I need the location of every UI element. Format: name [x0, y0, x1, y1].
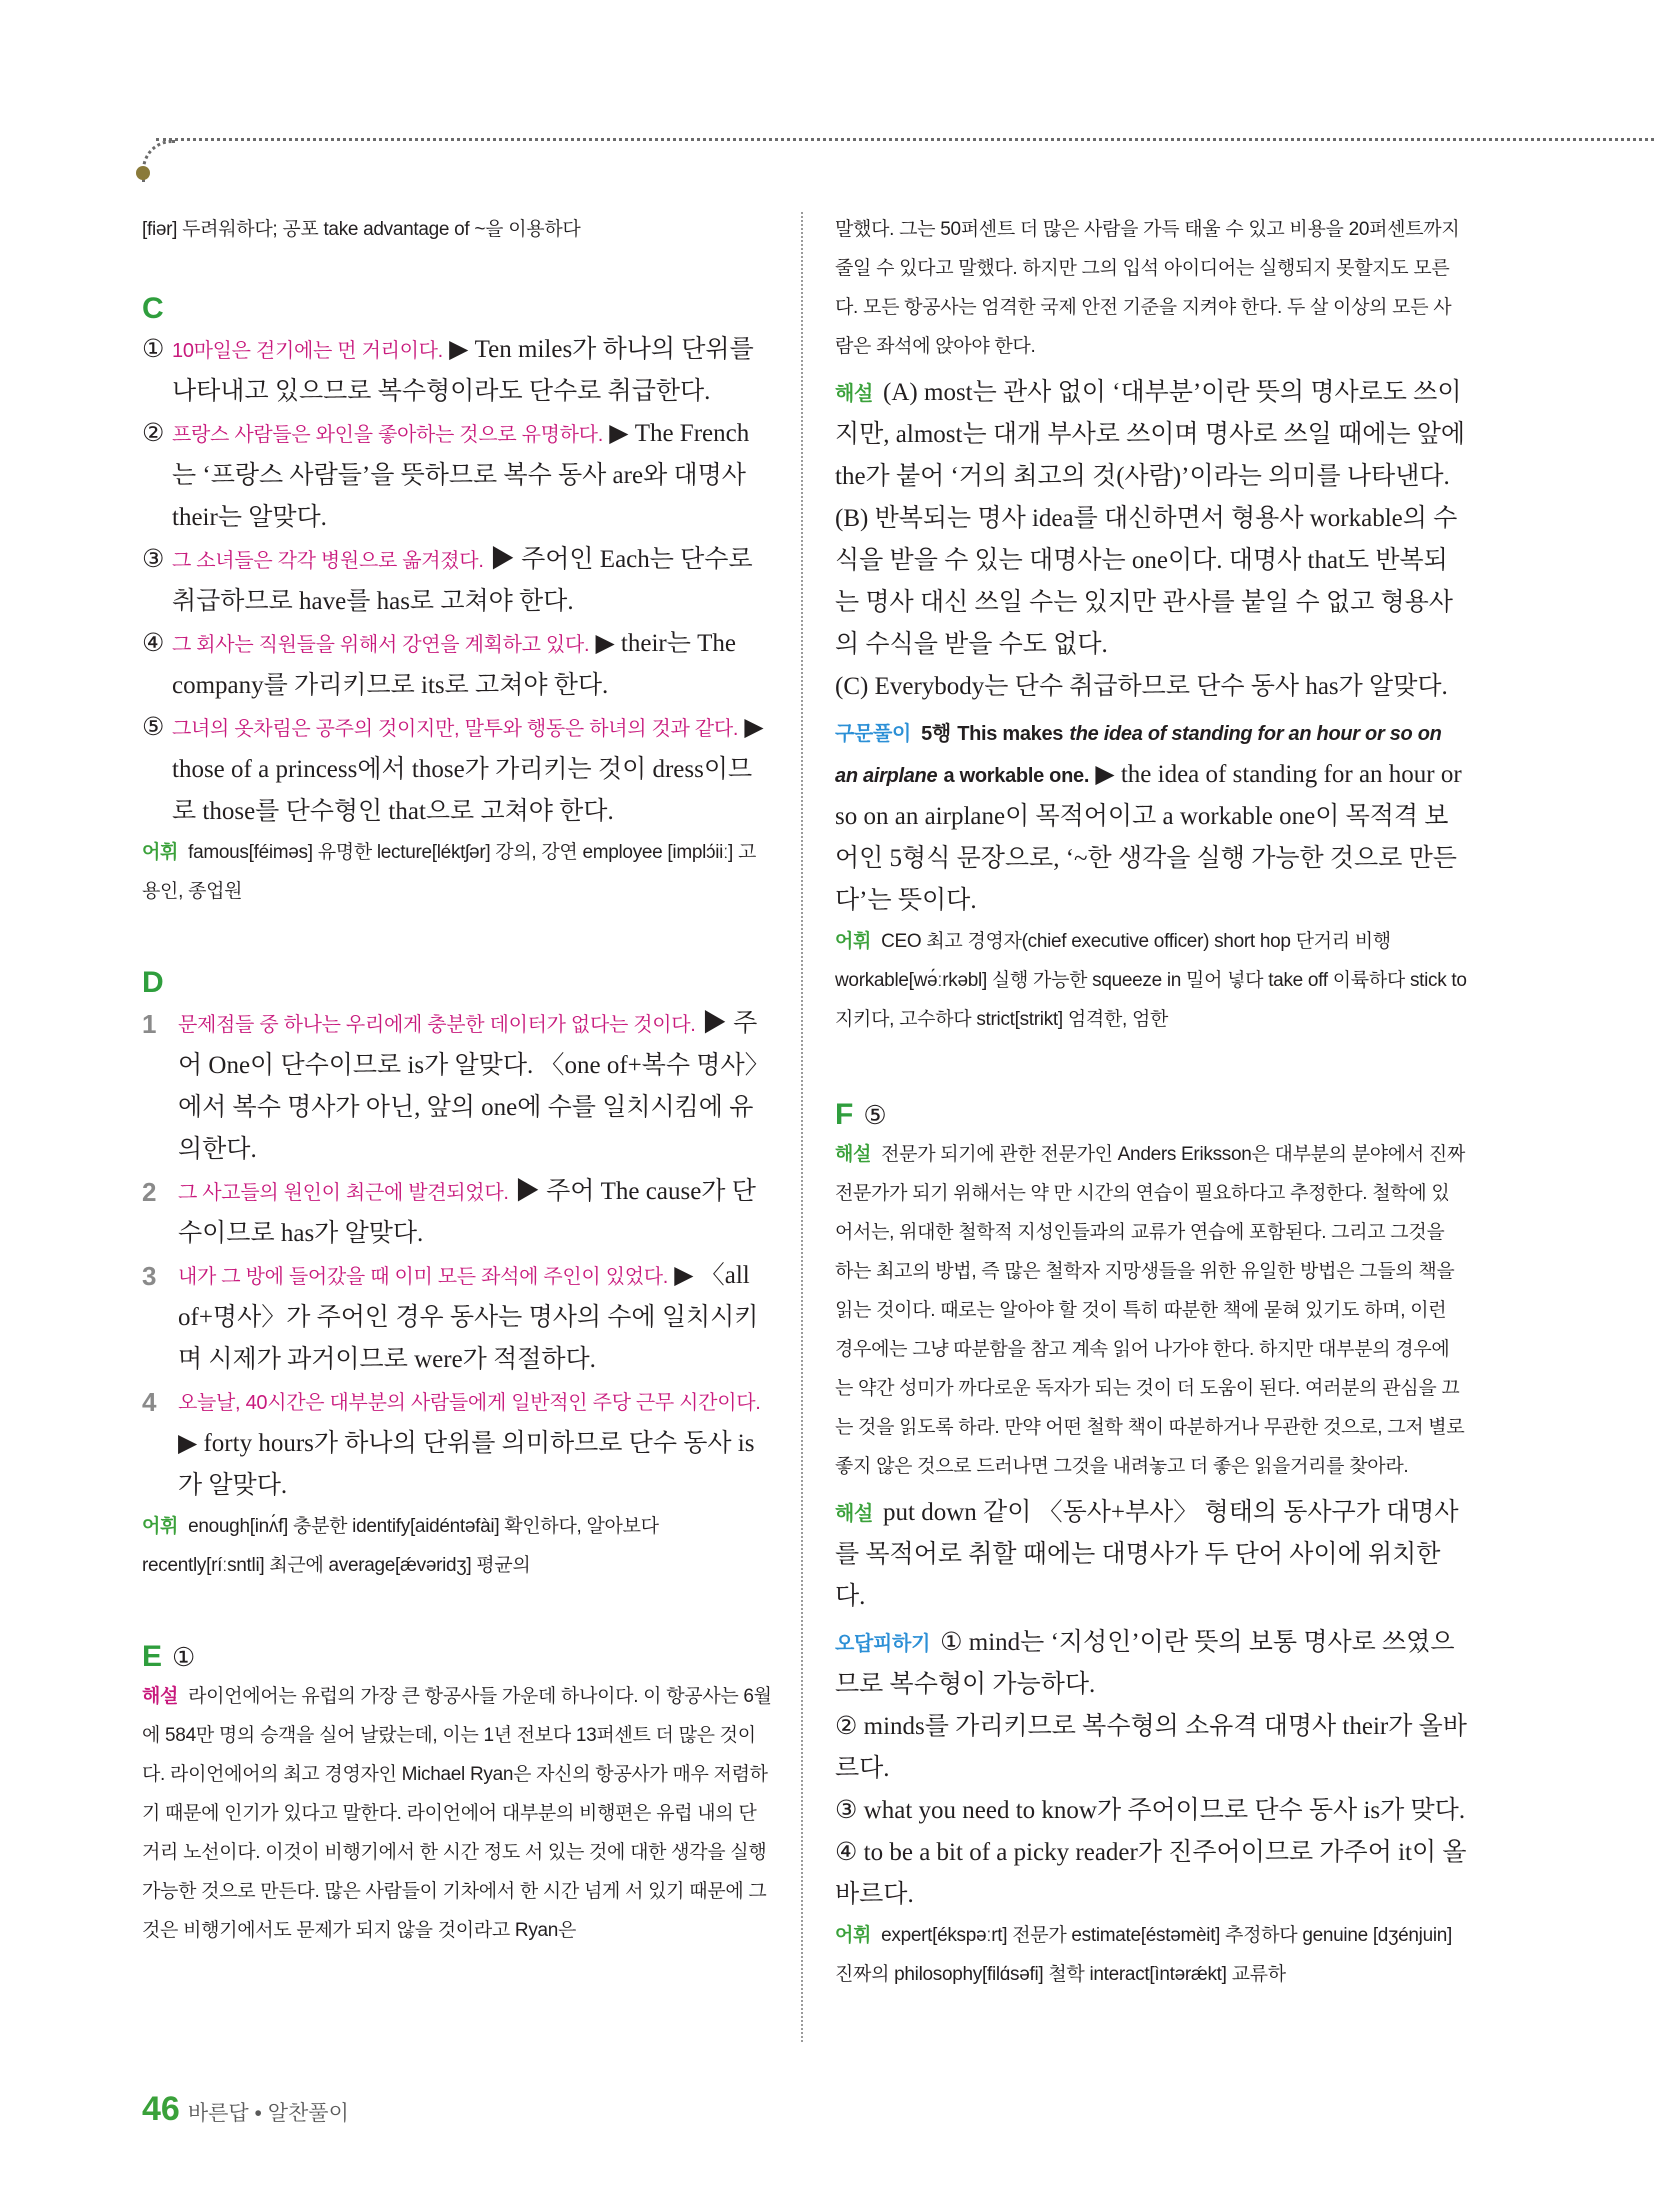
e-translation-left: 해설 라이언에어는 유럽의 가장 큰 항공사들 가운데 하나이다. 이 항공사는 6월에 584만 명의 승객을 실어 날랐는데, 이는 1년 전보다 13퍼센트 더 많은 것이다. 라이언에어의 최고 경영자인 Michael Ryan은 자신의 항공사가 매우 저렴하기 때문에 인기가 있다고 말한다. 라이언에어 대부분의 비행편은 유럽 내의 단거리 노선이다. 이것이 비행기에서 한 시간 정도 서 있는 것에 대한 생각을 실행 가능한 것으로 만든다. 많은 사람들이 기차에서 한 시간 넘게 서 있기 때문에 그것은 비행기에서도 문제가 되지 않을 것이라고 Ryan은: [142, 1686, 772, 1941]
column-divider: [801, 212, 803, 2042]
section-d-heading: D: [142, 966, 164, 999]
top-vocab-line: [fiər] 두려워하다; 공포 take advantage of ~을 이용하다: [142, 219, 581, 240]
e-explanation-a: 해설 (A) most는 관사 없이 ‘대부분’이란 뜻의 명사로도 쓰이지만, almost는 대개 부사로 쓰이며 명사로 쓰일 때에는 앞에 the가 붙어 ‘거의 최고의 것(사람)’이라는 의미를 나타낸다.: [835, 379, 1466, 490]
f-explanation: 해설 put down 같이 〈동사+부사〉 형태의 동사구가 대명사를 목적어로 취할 때에는 대명사가 두 단어 사이에 위치한다.: [835, 1499, 1459, 1610]
section-c-heading: C: [142, 292, 164, 325]
page-number: 46: [142, 2090, 180, 2128]
section-f-heading: F ⑤: [835, 1098, 887, 1131]
f-odap-2: ② minds를 가리키므로 복수형의 소유격 대명사 their가 올바르다.: [835, 1713, 1467, 1782]
e-explanation-b: (B) 반복되는 명사 idea를 대신하면서 형용사 workable의 수식을 받을 수 있는 대명사는 one이다. 대명사 that도 반복되는 명사 대신 쓰일 수는 있지만 관사를 붙일 수 없고 형용사의 수식을 받을 수도 없다.: [835, 505, 1458, 658]
footer-title: 바른답 • 알찬풀이: [187, 2102, 349, 2125]
left-column: [142, 210, 772, 1950]
c-item-3: ③ 그 소녀들은 각각 병원으로 옮겨졌다. ▶ 주어인 Each는 단수로 취급하므로 have를 has로 고쳐야 한다.: [142, 546, 753, 615]
f-translation: 해설 전문가 되기에 관한 전문가인 Anders Eriksson은 대부분의 분야에서 진짜 전문가가 되기 위해서는 약 만 시간의 연습이 필요하다고 추정한다. 철학에 있어서는, 위대한 철학적 지성인들과의 교류가 연습에 포함된다. 그리고 그것을 하는 최고의 방법, 즉 많은 철학자 지망생들을 위한 유일한 방법은 그들의 책을 읽는 것이다. 때로는 알아야 할 것이 특히 따분한 책에 묻혀 있기도 하며, 이런 경우에는 그냥 따분함을 참고 계속 읽어 나가야 한다. 하지만 대부분의 경우에는 약간 성미가 까다로운 독자가 되는 것이 더 도움이 된다. 여러분의 관심을 끄는 것을 읽도록 하라. 만약 어떤 철학 책이 따분하거나 무관한 것으로, 그저 별로 좋지 않은 것으로 드러나면 그것을 내려놓고 더 좋은 읽을거리를 찾아라.: [835, 1144, 1466, 1477]
d-item-1: 1 문제점들 중 하나는 우리에게 충분한 데이터가 없다는 것이다. ▶ 주어 One이 단수이므로 is가 알맞다. 〈one of+복수 명사〉에서 복수 명사가 아닌, 앞의 one에 수를 일치시킴에 유의한다.: [142, 1009, 770, 1163]
c-item-1: ① 10마일은 걷기에는 먼 거리이다. ▶ Ten miles가 하나의 단위를 나타내고 있으므로 복수형이라도 단수로 취급한다.: [142, 336, 754, 405]
c-item-4: ④ 그 회사는 직원들을 위해서 강연을 계획하고 있다. ▶ their는 The company를 가리키므로 its로 고쳐야 한다.: [142, 630, 737, 699]
d-item-4: 4 오늘날, 40시간은 대부분의 사람들에게 일반적인 주당 근무 시간이다. ▶ forty hours가 하나의 단위를 의미하므로 단수 동사 is가 알맞다.: [142, 1387, 761, 1499]
c-item-5: ⑤ 그녀의 옷차림은 공주의 것이지만, 말투와 행동은 하녀의 것과 같다. ▶ those of a princess에서 those가 가리키는 것이 dress이므로 those를 단수형인 that으로 고쳐야 한다.: [142, 714, 764, 825]
c-item-2: ② 프랑스 사람들은 와인을 좋아하는 것으로 유명하다. ▶ The French는 ‘프랑스 사람들’을 뜻하므로 복수 동사 are와 대명사 their는 알맞다.: [142, 420, 750, 531]
e-answer: ①: [172, 1642, 196, 1672]
f-answer: ⑤: [863, 1100, 887, 1130]
d-item-3: 3 내가 그 방에 들어갔을 때 이미 모든 좌석에 주인이 있었다. ▶ 〈all of+명사〉가 주어인 경우 동사는 명사의 수에 일치시키며 시제가 과거이므로 were가 적절하다.: [142, 1261, 759, 1373]
e-translation-right: 말했다. 그는 50퍼센트 더 많은 사람을 가득 태울 수 있고 비용을 20퍼센트까지 줄일 수 있다고 말했다. 하지만 그의 입석 아이디어는 실행되지 못할지도 모른다. 모든 항공사는 엄격한 국제 안전 기준을 지켜야 한다. 두 살 이상의 모든 사람은 좌석에 앉아야 한다.: [835, 219, 1460, 357]
d-item-2: 2 그 사고들의 원인이 최근에 발견되었다. ▶ 주어 The cause가 단수이므로 has가 알맞다.: [142, 1177, 756, 1247]
d-vocab: 어휘 enough[inʌ́f] 충분한 identify[aidéntəfài] 확인하다, 알아보다 recently[ríːsntli] 최근에 average[ǽvəridʒ] 평균의: [142, 1516, 659, 1576]
f-odap-1: 오답피하기 ① mind는 ‘지성인’이란 뜻의 보통 명사로 쓰였으므로 복수형이 가능하다.: [835, 1629, 1455, 1698]
right-column: [835, 210, 1467, 1994]
page-footer: [142, 2090, 349, 2129]
e-vocab: 어휘 CEO 최고 경영자(chief executive officer) short hop 단거리 비행 workable[wə́ːrkəbl] 실행 가능한 squeeze in 밀어 넣다 take off 이륙하다 stick to 지키다, 고수하다 strict[strikt] 엄격한, 엄한: [835, 931, 1467, 1030]
header-dot: [136, 166, 150, 180]
e-explanation-c: (C) Everybody는 단수 취급하므로 단수 동사 has가 알맞다.: [835, 673, 1448, 700]
c-vocab: 어휘 famous[féiməs] 유명한 lecture[léktʃər] 강의, 강연 employee [implɔ́iiː] 고용인, 종업원: [142, 842, 757, 902]
eohwi-label: 어휘: [142, 842, 179, 863]
f-odap-3: ③ what you need to know가 주어이므로 단수 동사 is가 맞다.: [835, 1797, 1466, 1824]
f-vocab: 어휘 expert[ékspəːrt] 전문가 estimate[éstəmèit] 추정하다 genuine [dʒénjuin] 진짜의 philosophy[filɑ́səfi] 철학 interact[ìntərǽkt] 교류하: [835, 1925, 1453, 1985]
section-e-heading: E ①: [142, 1640, 196, 1673]
header-dotted-line: [156, 138, 1654, 141]
f-odap-4: ④ to be a bit of a picky reader가 진주어이므로 가주어 it이 올바르다.: [835, 1839, 1467, 1908]
e-gumun: 구문풀이 5행 This makes the idea of standing for an hour or so on an airplane a workable one. ▶ the idea of standing for an hour or so on an airplane이 목적어이고 a workable one이 목적격 보어인 5형식 문장으로, ‘~한 생각을 실행 가능한 것으로 만든다’는 뜻이다.: [835, 723, 1462, 914]
